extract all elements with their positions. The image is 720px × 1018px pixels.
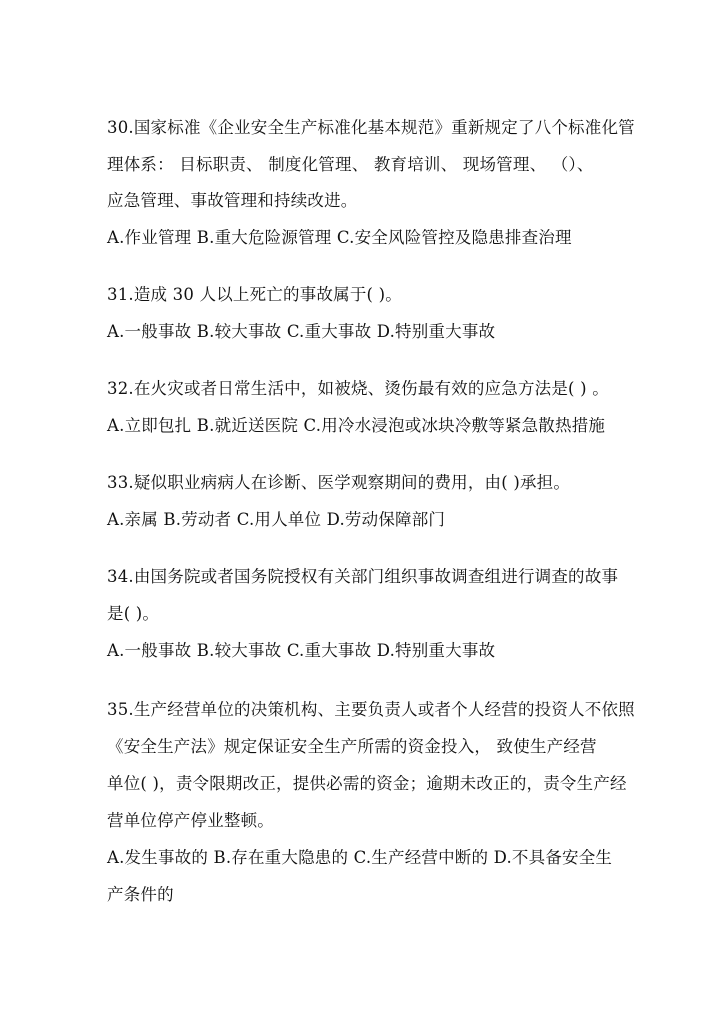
question-35-stem-line-2: 《安全生产法》规定保证安全生产所需的资金投入， 致使生产经营: [107, 737, 597, 756]
question-33-options: A.亲属 B.劳动者 C.用人单位 D.劳动保障部门: [107, 510, 446, 529]
question-30-stem-line-2: 理体系： 目标职责、 制度化管理、 教育培训、 现场管理、 （）、: [107, 155, 594, 174]
question-30-stem-line-3: 应急管理、事故管理和持续改进。: [107, 191, 358, 210]
question-30-stem-line-1: 30.国家标准《企业安全生产标准化基本规范》重新规定了八个标准化管: [107, 118, 635, 137]
question-30-options: A.作业管理 B.重大危险源管理 C.安全风险管控及隐患排查治理: [107, 228, 572, 247]
question-35-options-line-2: 产条件的: [107, 885, 174, 904]
question-32-options: A.立即包扎 B.就近送医院 C.用冷水浸泡或冰块冷敷等紧急散热措施: [107, 416, 606, 435]
question-34-stem-line-1: 34.由国务院或者国务院授权有关部门组织事故调查组进行调查的故事: [107, 567, 619, 586]
question-35-stem-line-3: 单位( )，责令限期改正，提供必需的资金；逾期未改正的，责令生产经: [107, 774, 627, 793]
question-32-stem: 32.在火灾或者日常生活中，如被烧、烫伤最有效的应急方法是( ) 。: [107, 379, 609, 398]
question-35-stem-line-1: 35.生产经营单位的决策机构、主要负责人或者个人经营的投资人不依照: [107, 700, 635, 719]
question-31-stem: 31.造成 30 人以上死亡的事故属于( )。: [107, 285, 402, 304]
question-31-options: A.一般事故 B.较大事故 C.重大事故 D.特别重大事故: [107, 322, 496, 341]
question-35-options-line-1: A.发生事故的 B.存在重大隐患的 C.生产经营中断的 D.不具备安全生: [107, 848, 613, 867]
question-35-stem-line-4: 营单位停产停业整顿。: [107, 811, 274, 830]
question-33-stem: 33.疑似职业病病人在诊断、医学观察期间的费用，由( )承担。: [107, 473, 571, 492]
question-34-stem-line-2: 是( )。: [107, 604, 160, 623]
question-34-options: A.一般事故 B.较大事故 C.重大事故 D.特别重大事故: [107, 641, 496, 660]
